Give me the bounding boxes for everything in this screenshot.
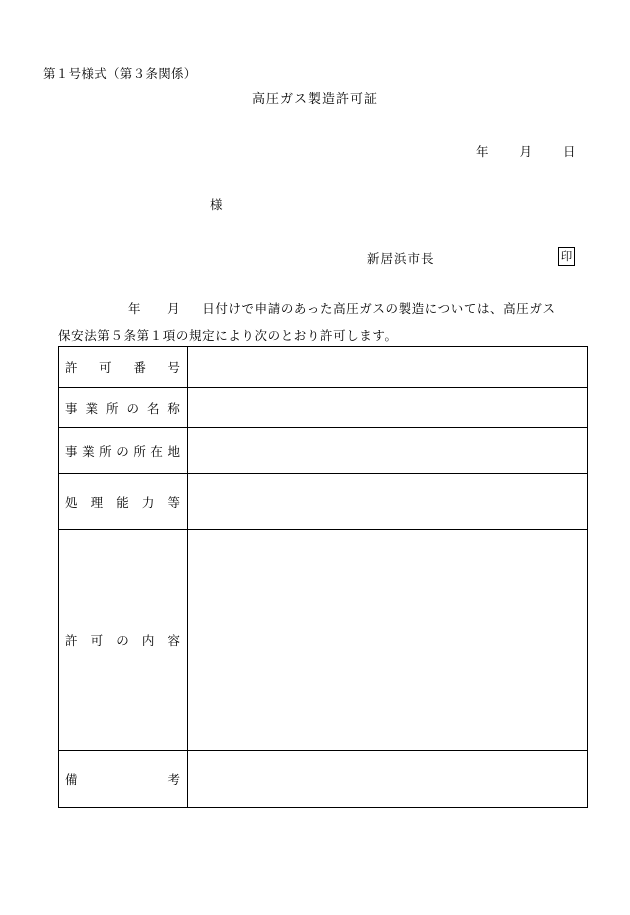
- label-char: の: [126, 400, 139, 416]
- table-row: [59, 347, 588, 388]
- label-char: 内: [141, 633, 155, 648]
- label-char: 番: [133, 360, 146, 375]
- table-row: [59, 530, 588, 751]
- label-char: の: [116, 633, 129, 648]
- issue-date: [476, 142, 576, 160]
- label-char: 許: [65, 360, 78, 375]
- label-char: 事: [65, 400, 78, 416]
- label-char: 所: [99, 443, 112, 459]
- issuer-name: 新居浜市長: [367, 251, 435, 266]
- label-char: 能: [116, 494, 129, 510]
- label-char: 号: [167, 360, 180, 375]
- body-text-line-2: 保安法第５条第１項の規定により次のとおり許可します。: [58, 328, 398, 343]
- permit-details-table: [58, 346, 588, 808]
- date-day-label: 日: [563, 144, 576, 159]
- body-month-label: 月: [167, 301, 181, 316]
- label-char: 事: [65, 443, 78, 459]
- label-char: 可: [90, 633, 104, 648]
- label-char: 名: [146, 400, 160, 416]
- label-char: 称: [167, 400, 180, 416]
- row-label-office-name: [59, 388, 188, 428]
- date-year-label: 年: [476, 144, 489, 159]
- capacity-field[interactable]: [188, 474, 588, 530]
- office-address-field[interactable]: [188, 428, 588, 474]
- label-char: 備: [65, 772, 78, 787]
- row-label-office-address: [59, 428, 188, 474]
- label-char: 容: [167, 633, 180, 648]
- label-char: 在: [150, 443, 163, 459]
- table-row: [59, 751, 588, 808]
- label-char: 許: [65, 633, 78, 648]
- label-char: 業: [85, 400, 98, 416]
- label-char: 地: [167, 443, 180, 459]
- label-char: 業: [82, 443, 95, 459]
- label-char: の: [116, 443, 129, 459]
- office-name-field[interactable]: [188, 388, 588, 428]
- addressee-honorific: 様: [210, 197, 223, 212]
- label-char: 等: [167, 494, 180, 510]
- body-text-rest: 日付けで申請のあった高圧ガスの製造については、高圧ガス: [202, 301, 556, 316]
- table-row: [59, 388, 588, 428]
- table-row: [59, 428, 588, 474]
- seal-mark: 印: [558, 247, 575, 266]
- body-year-label: 年: [128, 301, 142, 316]
- label-char: 理: [90, 494, 104, 510]
- label-char: 力: [141, 494, 155, 510]
- label-char: 考: [167, 772, 180, 787]
- row-label-permit-number: [59, 347, 188, 388]
- table-row: [59, 474, 588, 530]
- label-char: 所: [133, 443, 146, 459]
- body-text-line-1: [128, 299, 556, 317]
- permit-content-field[interactable]: [188, 530, 588, 751]
- permit-number-field[interactable]: [188, 347, 588, 388]
- date-month-label: 月: [519, 144, 533, 159]
- remarks-field[interactable]: [188, 751, 588, 808]
- label-char: 処: [65, 494, 78, 510]
- form-number: 第１号様式（第３条関係）: [43, 66, 197, 81]
- row-label-capacity: [59, 474, 188, 530]
- row-label-permit-content: [59, 530, 188, 751]
- label-char: 所: [105, 400, 119, 416]
- document-title: 高圧ガス製造許可証: [251, 92, 378, 107]
- label-char: 可: [99, 360, 112, 375]
- row-label-remarks: [59, 751, 188, 808]
